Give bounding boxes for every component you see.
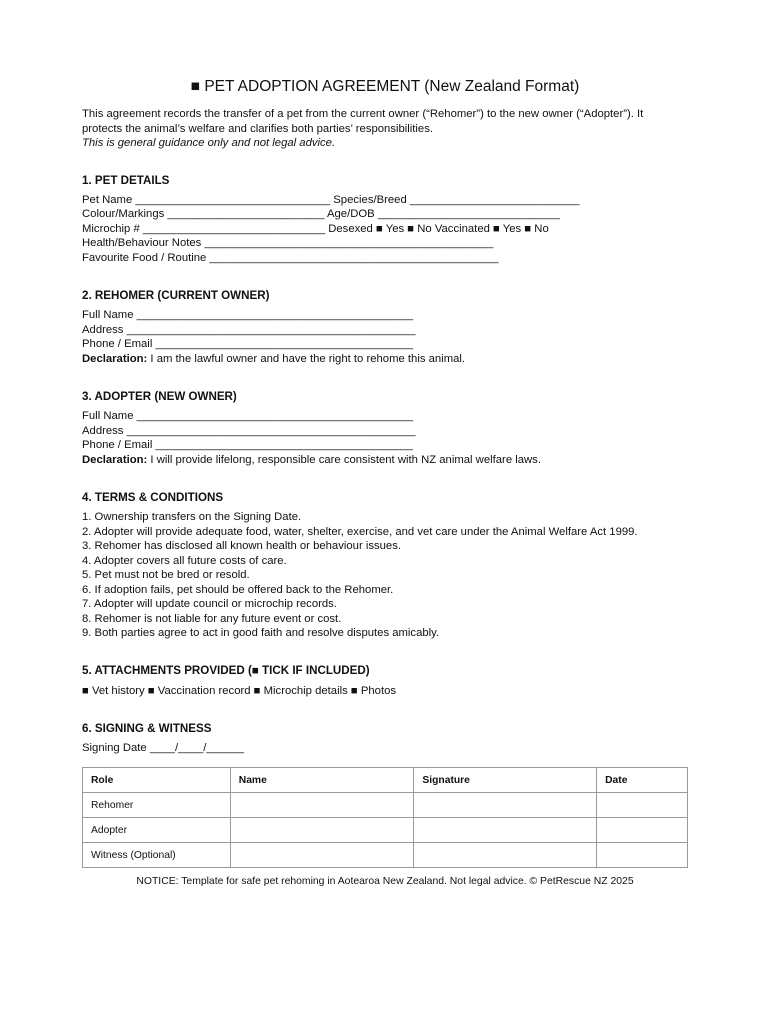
intro-line-1: This agreement records the transfer of a pet from the current owner (“Rehomer”) to the new owner (“Adopter”). It — [82, 108, 644, 120]
role-cell: Witness (Optional) — [83, 843, 231, 868]
term-item: 2. Adopter will provide adequate food, water, shelter, exercise, and vet care under the Animal Welfare Act 1999. — [82, 526, 638, 538]
term-item: 8. Rehomer is not liable for any future event or cost. — [82, 613, 342, 625]
pet-line: Favourite Food / Routine ______________________________________________ — [82, 252, 499, 264]
pet-line: Pet Name _______________________________ Species/Breed ___________________________ — [82, 194, 580, 206]
column-header-date: Date — [597, 768, 688, 793]
section-heading-rehomer: 2. REHOMER (CURRENT OWNER) — [82, 289, 270, 302]
name-cell[interactable] — [230, 793, 414, 818]
signature-cell[interactable] — [414, 818, 597, 843]
pet-line: Health/Behaviour Notes ______________________________________________ — [82, 237, 494, 249]
rehomer-line: Address ______________________________________________ — [82, 324, 416, 336]
term-item: 7. Adopter will update council or microchip records. — [82, 598, 337, 610]
role-cell: Rehomer — [83, 793, 231, 818]
signature-cell[interactable] — [414, 793, 597, 818]
term-item: 3. Rehomer has disclosed all known health or behaviour issues. — [82, 540, 401, 552]
table-row — [83, 793, 688, 818]
section-heading-terms: 4. TERMS & CONDITIONS — [82, 491, 224, 504]
section-heading-attachments: 5. ATTACHMENTS PROVIDED (■ TICK IF INCLUDED) — [82, 664, 370, 677]
pet-line: Microchip # _____________________________ Desexed ■ Yes ■ No Vaccinated ■ Yes ■ No — [82, 223, 549, 235]
rehomer-declaration — [82, 352, 465, 367]
table-header-row — [83, 768, 688, 793]
term-item: 5. Pet must not be bred or resold. — [82, 569, 250, 581]
declaration-text: I will provide lifelong, responsible care consistent with NZ animal welfare laws. — [147, 454, 541, 466]
section-heading-adopter: 3. ADOPTER (NEW OWNER) — [82, 390, 237, 403]
attachments-checklist: ■ Vet history ■ Vaccination record ■ Microchip details ■ Photos — [82, 685, 397, 697]
term-item: 4. Adopter covers all future costs of care. — [82, 555, 287, 567]
signature-cell[interactable] — [414, 843, 597, 868]
table-row — [83, 818, 688, 843]
section-heading-pet-details: 1. PET DETAILS — [82, 174, 170, 187]
term-item: 9. Both parties agree to act in good faith and resolve disputes amicably. — [82, 627, 440, 639]
page-title: ■ PET ADOPTION AGREEMENT (New Zealand Format) — [190, 78, 580, 95]
role-cell: Adopter — [83, 818, 231, 843]
section-heading-signing: 6. SIGNING & WITNESS — [82, 722, 212, 735]
term-item: 1. Ownership transfers on the Signing Date. — [82, 511, 302, 523]
pet-line: Colour/Markings _________________________ Age/DOB _____________________________ — [82, 208, 561, 220]
rehomer-line: Phone / Email _________________________________________ — [82, 338, 414, 350]
column-header-role: Role — [83, 768, 231, 793]
intro-disclaimer: This is general guidance only and not legal advice. — [82, 137, 336, 149]
signing-table — [82, 767, 688, 868]
rehomer-line: Full Name ____________________________________________ — [82, 309, 414, 321]
date-cell[interactable] — [597, 818, 688, 843]
name-cell[interactable] — [230, 843, 414, 868]
signing-date-line: Signing Date ____/____/______ — [82, 742, 245, 754]
adopter-declaration — [82, 453, 541, 468]
declaration-label: Declaration: — [82, 454, 148, 466]
column-header-signature: Signature — [414, 768, 597, 793]
footer-notice: NOTICE: Template for safe pet rehoming in Aotearoa New Zealand. Not legal advice. © PetRescue NZ 2025 — [136, 876, 634, 887]
date-cell[interactable] — [597, 843, 688, 868]
table-row — [83, 843, 688, 868]
column-header-name: Name — [230, 768, 414, 793]
declaration-text: I am the lawful owner and have the right to rehome this animal. — [147, 353, 466, 365]
adopter-line: Full Name ____________________________________________ — [82, 410, 414, 422]
declaration-label: Declaration: — [82, 353, 148, 365]
adopter-line: Address ______________________________________________ — [82, 425, 416, 437]
intro-line-2: protects the animal’s welfare and clarifies both parties’ responsibilities. — [82, 123, 434, 135]
adopter-line: Phone / Email _________________________________________ — [82, 439, 414, 451]
name-cell[interactable] — [230, 818, 414, 843]
date-cell[interactable] — [597, 793, 688, 818]
term-item: 6. If adoption fails, pet should be offered back to the Rehomer. — [82, 584, 394, 596]
